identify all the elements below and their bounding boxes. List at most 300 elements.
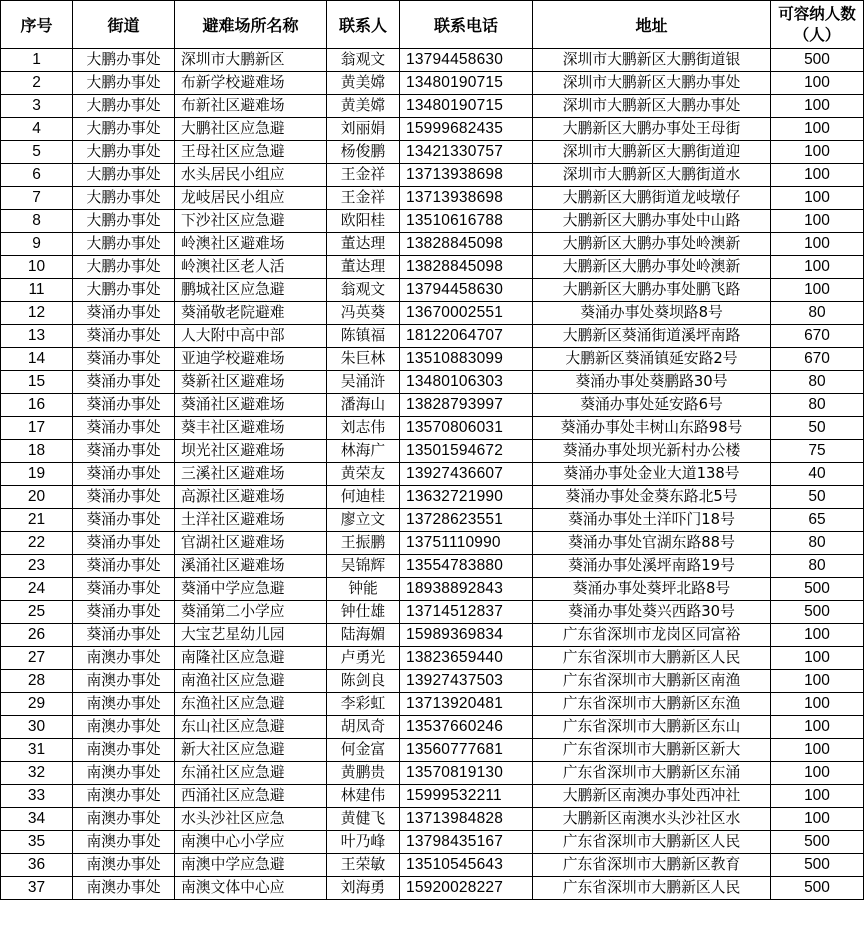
row-shelter-name: 高源社区避难场 bbox=[175, 486, 327, 509]
row-address: 广东省深圳市龙岗区同富裕 bbox=[533, 624, 771, 647]
row-shelter-name: 人大附中高中部 bbox=[175, 325, 327, 348]
row-index: 17 bbox=[1, 417, 73, 440]
row-street: 南澳办事处 bbox=[73, 785, 175, 808]
row-capacity: 100 bbox=[771, 808, 864, 831]
row-contact: 黄鹏贵 bbox=[327, 762, 400, 785]
row-phone: 13510545643 bbox=[400, 854, 533, 877]
row-address: 大鹏新区大鹏办事处王母街 bbox=[533, 118, 771, 141]
row-contact: 林海广 bbox=[327, 440, 400, 463]
row-index: 22 bbox=[1, 532, 73, 555]
row-capacity: 100 bbox=[771, 785, 864, 808]
row-street: 南澳办事处 bbox=[73, 739, 175, 762]
row-address: 大鹏新区南澳办事处西冲社 bbox=[533, 785, 771, 808]
row-capacity: 75 bbox=[771, 440, 864, 463]
row-shelter-name: 葵涌中学应急避 bbox=[175, 578, 327, 601]
row-capacity: 500 bbox=[771, 877, 864, 900]
header-index: 序号 bbox=[1, 1, 73, 49]
row-contact: 吴锦辉 bbox=[327, 555, 400, 578]
row-shelter-name: 葵丰社区避难场 bbox=[175, 417, 327, 440]
row-address: 葵涌办事处葵鹏路30号 bbox=[533, 371, 771, 394]
row-shelter-name: 新大社区应急避 bbox=[175, 739, 327, 762]
table-row bbox=[1, 49, 864, 72]
table-row bbox=[1, 831, 864, 854]
row-phone: 15989369834 bbox=[400, 624, 533, 647]
row-shelter-name: 葵涌社区避难场 bbox=[175, 394, 327, 417]
table-row bbox=[1, 808, 864, 831]
row-street: 南澳办事处 bbox=[73, 877, 175, 900]
row-street: 葵涌办事处 bbox=[73, 302, 175, 325]
table-row bbox=[1, 118, 864, 141]
row-phone: 13632721990 bbox=[400, 486, 533, 509]
row-capacity: 500 bbox=[771, 854, 864, 877]
table-row bbox=[1, 532, 864, 555]
row-street: 葵涌办事处 bbox=[73, 440, 175, 463]
row-street: 南澳办事处 bbox=[73, 670, 175, 693]
table-row bbox=[1, 647, 864, 670]
row-index: 32 bbox=[1, 762, 73, 785]
row-index: 15 bbox=[1, 371, 73, 394]
row-street: 南澳办事处 bbox=[73, 716, 175, 739]
row-index: 11 bbox=[1, 279, 73, 302]
row-address: 葵涌办事处丰树山东路98号 bbox=[533, 417, 771, 440]
row-phone: 13794458630 bbox=[400, 279, 533, 302]
row-address: 大鹏新区大鹏办事处岭澳新 bbox=[533, 256, 771, 279]
row-index: 27 bbox=[1, 647, 73, 670]
row-contact: 潘海山 bbox=[327, 394, 400, 417]
row-index: 20 bbox=[1, 486, 73, 509]
table-row bbox=[1, 256, 864, 279]
row-phone: 13751110990 bbox=[400, 532, 533, 555]
row-contact: 林建伟 bbox=[327, 785, 400, 808]
header-address: 地址 bbox=[533, 1, 771, 49]
row-shelter-name: 南澳中学应急避 bbox=[175, 854, 327, 877]
row-phone: 13823659440 bbox=[400, 647, 533, 670]
row-address: 大鹏新区葵涌镇延安路2号 bbox=[533, 348, 771, 371]
row-contact: 胡凤奇 bbox=[327, 716, 400, 739]
row-capacity: 100 bbox=[771, 256, 864, 279]
row-address: 广东省深圳市大鹏新区人民 bbox=[533, 831, 771, 854]
row-street: 南澳办事处 bbox=[73, 693, 175, 716]
row-address: 葵涌办事处延安路6号 bbox=[533, 394, 771, 417]
row-phone: 13537660246 bbox=[400, 716, 533, 739]
header-row bbox=[1, 1, 864, 49]
row-address: 葵涌办事处葵兴西路30号 bbox=[533, 601, 771, 624]
row-shelter-name: 岭澳社区老人活 bbox=[175, 256, 327, 279]
row-index: 36 bbox=[1, 854, 73, 877]
header-shelter-name: 避难场所名称 bbox=[175, 1, 327, 49]
header-phone: 联系电话 bbox=[400, 1, 533, 49]
row-index: 10 bbox=[1, 256, 73, 279]
row-phone: 18938892843 bbox=[400, 578, 533, 601]
row-shelter-name: 鹏城社区应急避 bbox=[175, 279, 327, 302]
row-address: 深圳市大鹏新区大鹏办事处 bbox=[533, 72, 771, 95]
row-address: 大鹏新区大鹏办事处岭澳新 bbox=[533, 233, 771, 256]
row-index: 28 bbox=[1, 670, 73, 693]
row-contact: 董达理 bbox=[327, 256, 400, 279]
row-capacity: 100 bbox=[771, 670, 864, 693]
row-index: 34 bbox=[1, 808, 73, 831]
row-address: 葵涌办事处金业大道138号 bbox=[533, 463, 771, 486]
row-phone: 13560777681 bbox=[400, 739, 533, 762]
row-street: 南澳办事处 bbox=[73, 854, 175, 877]
header-contact: 联系人 bbox=[327, 1, 400, 49]
row-contact: 黄荣友 bbox=[327, 463, 400, 486]
row-contact: 叶乃峰 bbox=[327, 831, 400, 854]
row-capacity: 100 bbox=[771, 210, 864, 233]
row-street: 大鹏办事处 bbox=[73, 72, 175, 95]
row-shelter-name: 亚迪学校避难场 bbox=[175, 348, 327, 371]
row-capacity: 100 bbox=[771, 164, 864, 187]
row-contact: 刘丽娟 bbox=[327, 118, 400, 141]
row-address: 广东省深圳市大鹏新区新大 bbox=[533, 739, 771, 762]
row-index: 8 bbox=[1, 210, 73, 233]
row-index: 23 bbox=[1, 555, 73, 578]
row-index: 19 bbox=[1, 463, 73, 486]
row-street: 葵涌办事处 bbox=[73, 509, 175, 532]
row-shelter-name: 西涌社区应急避 bbox=[175, 785, 327, 808]
row-shelter-name: 南澳中心小学应 bbox=[175, 831, 327, 854]
row-index: 13 bbox=[1, 325, 73, 348]
row-address: 葵涌办事处土洋吓门18号 bbox=[533, 509, 771, 532]
row-address: 广东省深圳市大鹏新区东涌 bbox=[533, 762, 771, 785]
row-shelter-name: 下沙社区应急避 bbox=[175, 210, 327, 233]
row-contact: 杨俊鹏 bbox=[327, 141, 400, 164]
row-index: 16 bbox=[1, 394, 73, 417]
table-row bbox=[1, 509, 864, 532]
row-shelter-name: 东山社区应急避 bbox=[175, 716, 327, 739]
row-phone: 13554783880 bbox=[400, 555, 533, 578]
row-phone: 13828845098 bbox=[400, 233, 533, 256]
row-capacity: 500 bbox=[771, 578, 864, 601]
row-index: 35 bbox=[1, 831, 73, 854]
row-index: 18 bbox=[1, 440, 73, 463]
row-address: 大鹏新区大鹏办事处中山路 bbox=[533, 210, 771, 233]
row-capacity: 80 bbox=[771, 302, 864, 325]
row-shelter-name: 东涌社区应急避 bbox=[175, 762, 327, 785]
row-street: 葵涌办事处 bbox=[73, 371, 175, 394]
row-phone: 13670002551 bbox=[400, 302, 533, 325]
row-shelter-name: 大鹏社区应急避 bbox=[175, 118, 327, 141]
table-row bbox=[1, 578, 864, 601]
table-row bbox=[1, 693, 864, 716]
row-capacity: 100 bbox=[771, 72, 864, 95]
table-row bbox=[1, 279, 864, 302]
row-capacity: 670 bbox=[771, 325, 864, 348]
row-street: 南澳办事处 bbox=[73, 831, 175, 854]
row-shelter-name: 布新社区避难场 bbox=[175, 95, 327, 118]
row-phone: 13798435167 bbox=[400, 831, 533, 854]
row-capacity: 670 bbox=[771, 348, 864, 371]
table-row bbox=[1, 141, 864, 164]
row-contact: 刘海勇 bbox=[327, 877, 400, 900]
row-index: 7 bbox=[1, 187, 73, 210]
row-capacity: 500 bbox=[771, 831, 864, 854]
row-index: 4 bbox=[1, 118, 73, 141]
table-row bbox=[1, 785, 864, 808]
table-row bbox=[1, 670, 864, 693]
row-capacity: 80 bbox=[771, 555, 864, 578]
row-index: 29 bbox=[1, 693, 73, 716]
row-capacity: 100 bbox=[771, 624, 864, 647]
row-shelter-name: 深圳市大鹏新区 bbox=[175, 49, 327, 72]
row-index: 24 bbox=[1, 578, 73, 601]
row-contact: 陆海媚 bbox=[327, 624, 400, 647]
table-row bbox=[1, 601, 864, 624]
row-capacity: 100 bbox=[771, 118, 864, 141]
row-address: 大鹏新区南澳水头沙社区水 bbox=[533, 808, 771, 831]
table-row bbox=[1, 762, 864, 785]
row-contact: 陈镇福 bbox=[327, 325, 400, 348]
table-row bbox=[1, 72, 864, 95]
row-capacity: 50 bbox=[771, 417, 864, 440]
row-contact: 吴涌浒 bbox=[327, 371, 400, 394]
row-phone: 13713938698 bbox=[400, 164, 533, 187]
header-street: 街道 bbox=[73, 1, 175, 49]
row-shelter-name: 龙岐居民小组应 bbox=[175, 187, 327, 210]
row-contact: 朱巨林 bbox=[327, 348, 400, 371]
row-address: 葵涌办事处葵坪北路8号 bbox=[533, 578, 771, 601]
table-row bbox=[1, 348, 864, 371]
row-street: 大鹏办事处 bbox=[73, 49, 175, 72]
row-phone: 13713984828 bbox=[400, 808, 533, 831]
row-index: 33 bbox=[1, 785, 73, 808]
row-index: 5 bbox=[1, 141, 73, 164]
row-contact: 钟仕雄 bbox=[327, 601, 400, 624]
table-row bbox=[1, 302, 864, 325]
row-shelter-name: 水头居民小组应 bbox=[175, 164, 327, 187]
table-row bbox=[1, 877, 864, 900]
row-address: 广东省深圳市大鹏新区东山 bbox=[533, 716, 771, 739]
row-capacity: 80 bbox=[771, 394, 864, 417]
row-index: 37 bbox=[1, 877, 73, 900]
row-address: 广东省深圳市大鹏新区东渔 bbox=[533, 693, 771, 716]
table-row bbox=[1, 440, 864, 463]
row-capacity: 100 bbox=[771, 739, 864, 762]
row-contact: 卢勇光 bbox=[327, 647, 400, 670]
row-street: 葵涌办事处 bbox=[73, 532, 175, 555]
row-shelter-name: 坝光社区避难场 bbox=[175, 440, 327, 463]
row-contact: 何迪桂 bbox=[327, 486, 400, 509]
row-capacity: 500 bbox=[771, 49, 864, 72]
row-phone: 13570806031 bbox=[400, 417, 533, 440]
row-index: 31 bbox=[1, 739, 73, 762]
row-shelter-name: 葵涌第二小学应 bbox=[175, 601, 327, 624]
row-street: 南澳办事处 bbox=[73, 762, 175, 785]
row-shelter-name: 南隆社区应急避 bbox=[175, 647, 327, 670]
row-capacity: 500 bbox=[771, 601, 864, 624]
row-phone: 13728623551 bbox=[400, 509, 533, 532]
row-street: 葵涌办事处 bbox=[73, 624, 175, 647]
row-index: 25 bbox=[1, 601, 73, 624]
row-shelter-name: 岭澳社区避难场 bbox=[175, 233, 327, 256]
row-street: 葵涌办事处 bbox=[73, 325, 175, 348]
row-phone: 13480190715 bbox=[400, 95, 533, 118]
row-index: 1 bbox=[1, 49, 73, 72]
row-street: 葵涌办事处 bbox=[73, 601, 175, 624]
row-address: 葵涌办事处葵坝路8号 bbox=[533, 302, 771, 325]
row-phone: 15999682435 bbox=[400, 118, 533, 141]
row-shelter-name: 南渔社区应急避 bbox=[175, 670, 327, 693]
row-address: 广东省深圳市大鹏新区人民 bbox=[533, 647, 771, 670]
row-shelter-name: 溪涌社区避难场 bbox=[175, 555, 327, 578]
row-address: 广东省深圳市大鹏新区教育 bbox=[533, 854, 771, 877]
row-street: 大鹏办事处 bbox=[73, 118, 175, 141]
row-street: 葵涌办事处 bbox=[73, 486, 175, 509]
row-capacity: 80 bbox=[771, 371, 864, 394]
row-shelter-name: 大宝艺星幼儿园 bbox=[175, 624, 327, 647]
row-street: 大鹏办事处 bbox=[73, 256, 175, 279]
row-street: 大鹏办事处 bbox=[73, 210, 175, 233]
row-index: 14 bbox=[1, 348, 73, 371]
row-index: 12 bbox=[1, 302, 73, 325]
row-contact: 刘志伟 bbox=[327, 417, 400, 440]
row-shelter-name: 南澳文体中心应 bbox=[175, 877, 327, 900]
row-capacity: 100 bbox=[771, 693, 864, 716]
table-row bbox=[1, 95, 864, 118]
row-shelter-name: 葵新社区避难场 bbox=[175, 371, 327, 394]
row-phone: 13501594672 bbox=[400, 440, 533, 463]
row-phone: 13570819130 bbox=[400, 762, 533, 785]
row-street: 大鹏办事处 bbox=[73, 164, 175, 187]
row-capacity: 100 bbox=[771, 233, 864, 256]
row-phone: 13510616788 bbox=[400, 210, 533, 233]
row-phone: 13421330757 bbox=[400, 141, 533, 164]
row-address: 葵涌办事处坝光新村办公楼 bbox=[533, 440, 771, 463]
row-shelter-name: 东渔社区应急避 bbox=[175, 693, 327, 716]
row-phone: 13828845098 bbox=[400, 256, 533, 279]
row-capacity: 100 bbox=[771, 647, 864, 670]
row-index: 21 bbox=[1, 509, 73, 532]
row-contact: 李彩虹 bbox=[327, 693, 400, 716]
row-street: 葵涌办事处 bbox=[73, 417, 175, 440]
row-capacity: 100 bbox=[771, 279, 864, 302]
row-capacity: 100 bbox=[771, 762, 864, 785]
table-row bbox=[1, 716, 864, 739]
row-phone: 13510883099 bbox=[400, 348, 533, 371]
table-row bbox=[1, 325, 864, 348]
row-address: 大鹏新区葵涌街道溪坪南路 bbox=[533, 325, 771, 348]
table-row bbox=[1, 624, 864, 647]
row-shelter-name: 水头沙社区应急 bbox=[175, 808, 327, 831]
row-contact: 王金祥 bbox=[327, 187, 400, 210]
header-capacity: 可容纳人数（人） bbox=[771, 1, 864, 49]
row-street: 大鹏办事处 bbox=[73, 187, 175, 210]
row-phone: 13828793997 bbox=[400, 394, 533, 417]
row-index: 26 bbox=[1, 624, 73, 647]
row-index: 9 bbox=[1, 233, 73, 256]
row-address: 深圳市大鹏新区大鹏街道银 bbox=[533, 49, 771, 72]
row-phone: 13480190715 bbox=[400, 72, 533, 95]
row-address: 深圳市大鹏新区大鹏街道迎 bbox=[533, 141, 771, 164]
row-contact: 廖立文 bbox=[327, 509, 400, 532]
row-address: 深圳市大鹏新区大鹏街道水 bbox=[533, 164, 771, 187]
row-phone: 15920028227 bbox=[400, 877, 533, 900]
table-row bbox=[1, 555, 864, 578]
row-capacity: 50 bbox=[771, 486, 864, 509]
row-street: 大鹏办事处 bbox=[73, 95, 175, 118]
row-address: 葵涌办事处溪坪南路19号 bbox=[533, 555, 771, 578]
row-phone: 13927436607 bbox=[400, 463, 533, 486]
row-street: 南澳办事处 bbox=[73, 647, 175, 670]
table-row bbox=[1, 739, 864, 762]
table-row bbox=[1, 394, 864, 417]
table-row bbox=[1, 854, 864, 877]
row-phone: 15999532211 bbox=[400, 785, 533, 808]
row-phone: 18122064707 bbox=[400, 325, 533, 348]
row-address: 葵涌办事处官湖东路88号 bbox=[533, 532, 771, 555]
table-row bbox=[1, 371, 864, 394]
table-body bbox=[1, 49, 864, 900]
row-shelter-name: 三溪社区避难场 bbox=[175, 463, 327, 486]
row-address: 广东省深圳市大鹏新区人民 bbox=[533, 877, 771, 900]
row-contact: 陈剑良 bbox=[327, 670, 400, 693]
row-shelter-name: 王母社区应急避 bbox=[175, 141, 327, 164]
row-capacity: 100 bbox=[771, 716, 864, 739]
table-row bbox=[1, 417, 864, 440]
row-street: 大鹏办事处 bbox=[73, 141, 175, 164]
row-phone: 13714512837 bbox=[400, 601, 533, 624]
row-contact: 王振鹏 bbox=[327, 532, 400, 555]
row-capacity: 80 bbox=[771, 532, 864, 555]
row-street: 葵涌办事处 bbox=[73, 463, 175, 486]
row-street: 南澳办事处 bbox=[73, 808, 175, 831]
row-contact: 欧阳桂 bbox=[327, 210, 400, 233]
row-contact: 何金富 bbox=[327, 739, 400, 762]
row-contact: 王荣敏 bbox=[327, 854, 400, 877]
row-address: 葵涌办事处金葵东路北5号 bbox=[533, 486, 771, 509]
row-contact: 翁观文 bbox=[327, 49, 400, 72]
row-street: 葵涌办事处 bbox=[73, 555, 175, 578]
row-phone: 13480106303 bbox=[400, 371, 533, 394]
row-contact: 王金祥 bbox=[327, 164, 400, 187]
row-address: 广东省深圳市大鹏新区南渔 bbox=[533, 670, 771, 693]
row-address: 大鹏新区大鹏办事处鹏飞路 bbox=[533, 279, 771, 302]
row-capacity: 100 bbox=[771, 141, 864, 164]
row-contact: 黄美嫦 bbox=[327, 95, 400, 118]
row-street: 葵涌办事处 bbox=[73, 578, 175, 601]
row-contact: 董达理 bbox=[327, 233, 400, 256]
table-row bbox=[1, 210, 864, 233]
row-index: 2 bbox=[1, 72, 73, 95]
row-contact: 冯英葵 bbox=[327, 302, 400, 325]
row-address: 深圳市大鹏新区大鹏办事处 bbox=[533, 95, 771, 118]
row-contact: 翁观文 bbox=[327, 279, 400, 302]
table-row bbox=[1, 187, 864, 210]
row-capacity: 100 bbox=[771, 187, 864, 210]
row-shelter-name: 土洋社区避难场 bbox=[175, 509, 327, 532]
row-shelter-name: 官湖社区避难场 bbox=[175, 532, 327, 555]
row-index: 30 bbox=[1, 716, 73, 739]
row-street: 葵涌办事处 bbox=[73, 348, 175, 371]
row-street: 大鹏办事处 bbox=[73, 233, 175, 256]
row-address: 大鹏新区大鹏街道龙岐墩仔 bbox=[533, 187, 771, 210]
row-phone: 13927437503 bbox=[400, 670, 533, 693]
row-phone: 13713938698 bbox=[400, 187, 533, 210]
row-street: 葵涌办事处 bbox=[73, 394, 175, 417]
row-phone: 13794458630 bbox=[400, 49, 533, 72]
table-row bbox=[1, 233, 864, 256]
row-capacity: 40 bbox=[771, 463, 864, 486]
row-capacity: 65 bbox=[771, 509, 864, 532]
table-row bbox=[1, 463, 864, 486]
row-shelter-name: 葵涌敬老院避难 bbox=[175, 302, 327, 325]
row-index: 6 bbox=[1, 164, 73, 187]
row-index: 3 bbox=[1, 95, 73, 118]
row-contact: 黄美嫦 bbox=[327, 72, 400, 95]
row-shelter-name: 布新学校避难场 bbox=[175, 72, 327, 95]
row-contact: 钟能 bbox=[327, 578, 400, 601]
row-capacity: 100 bbox=[771, 95, 864, 118]
